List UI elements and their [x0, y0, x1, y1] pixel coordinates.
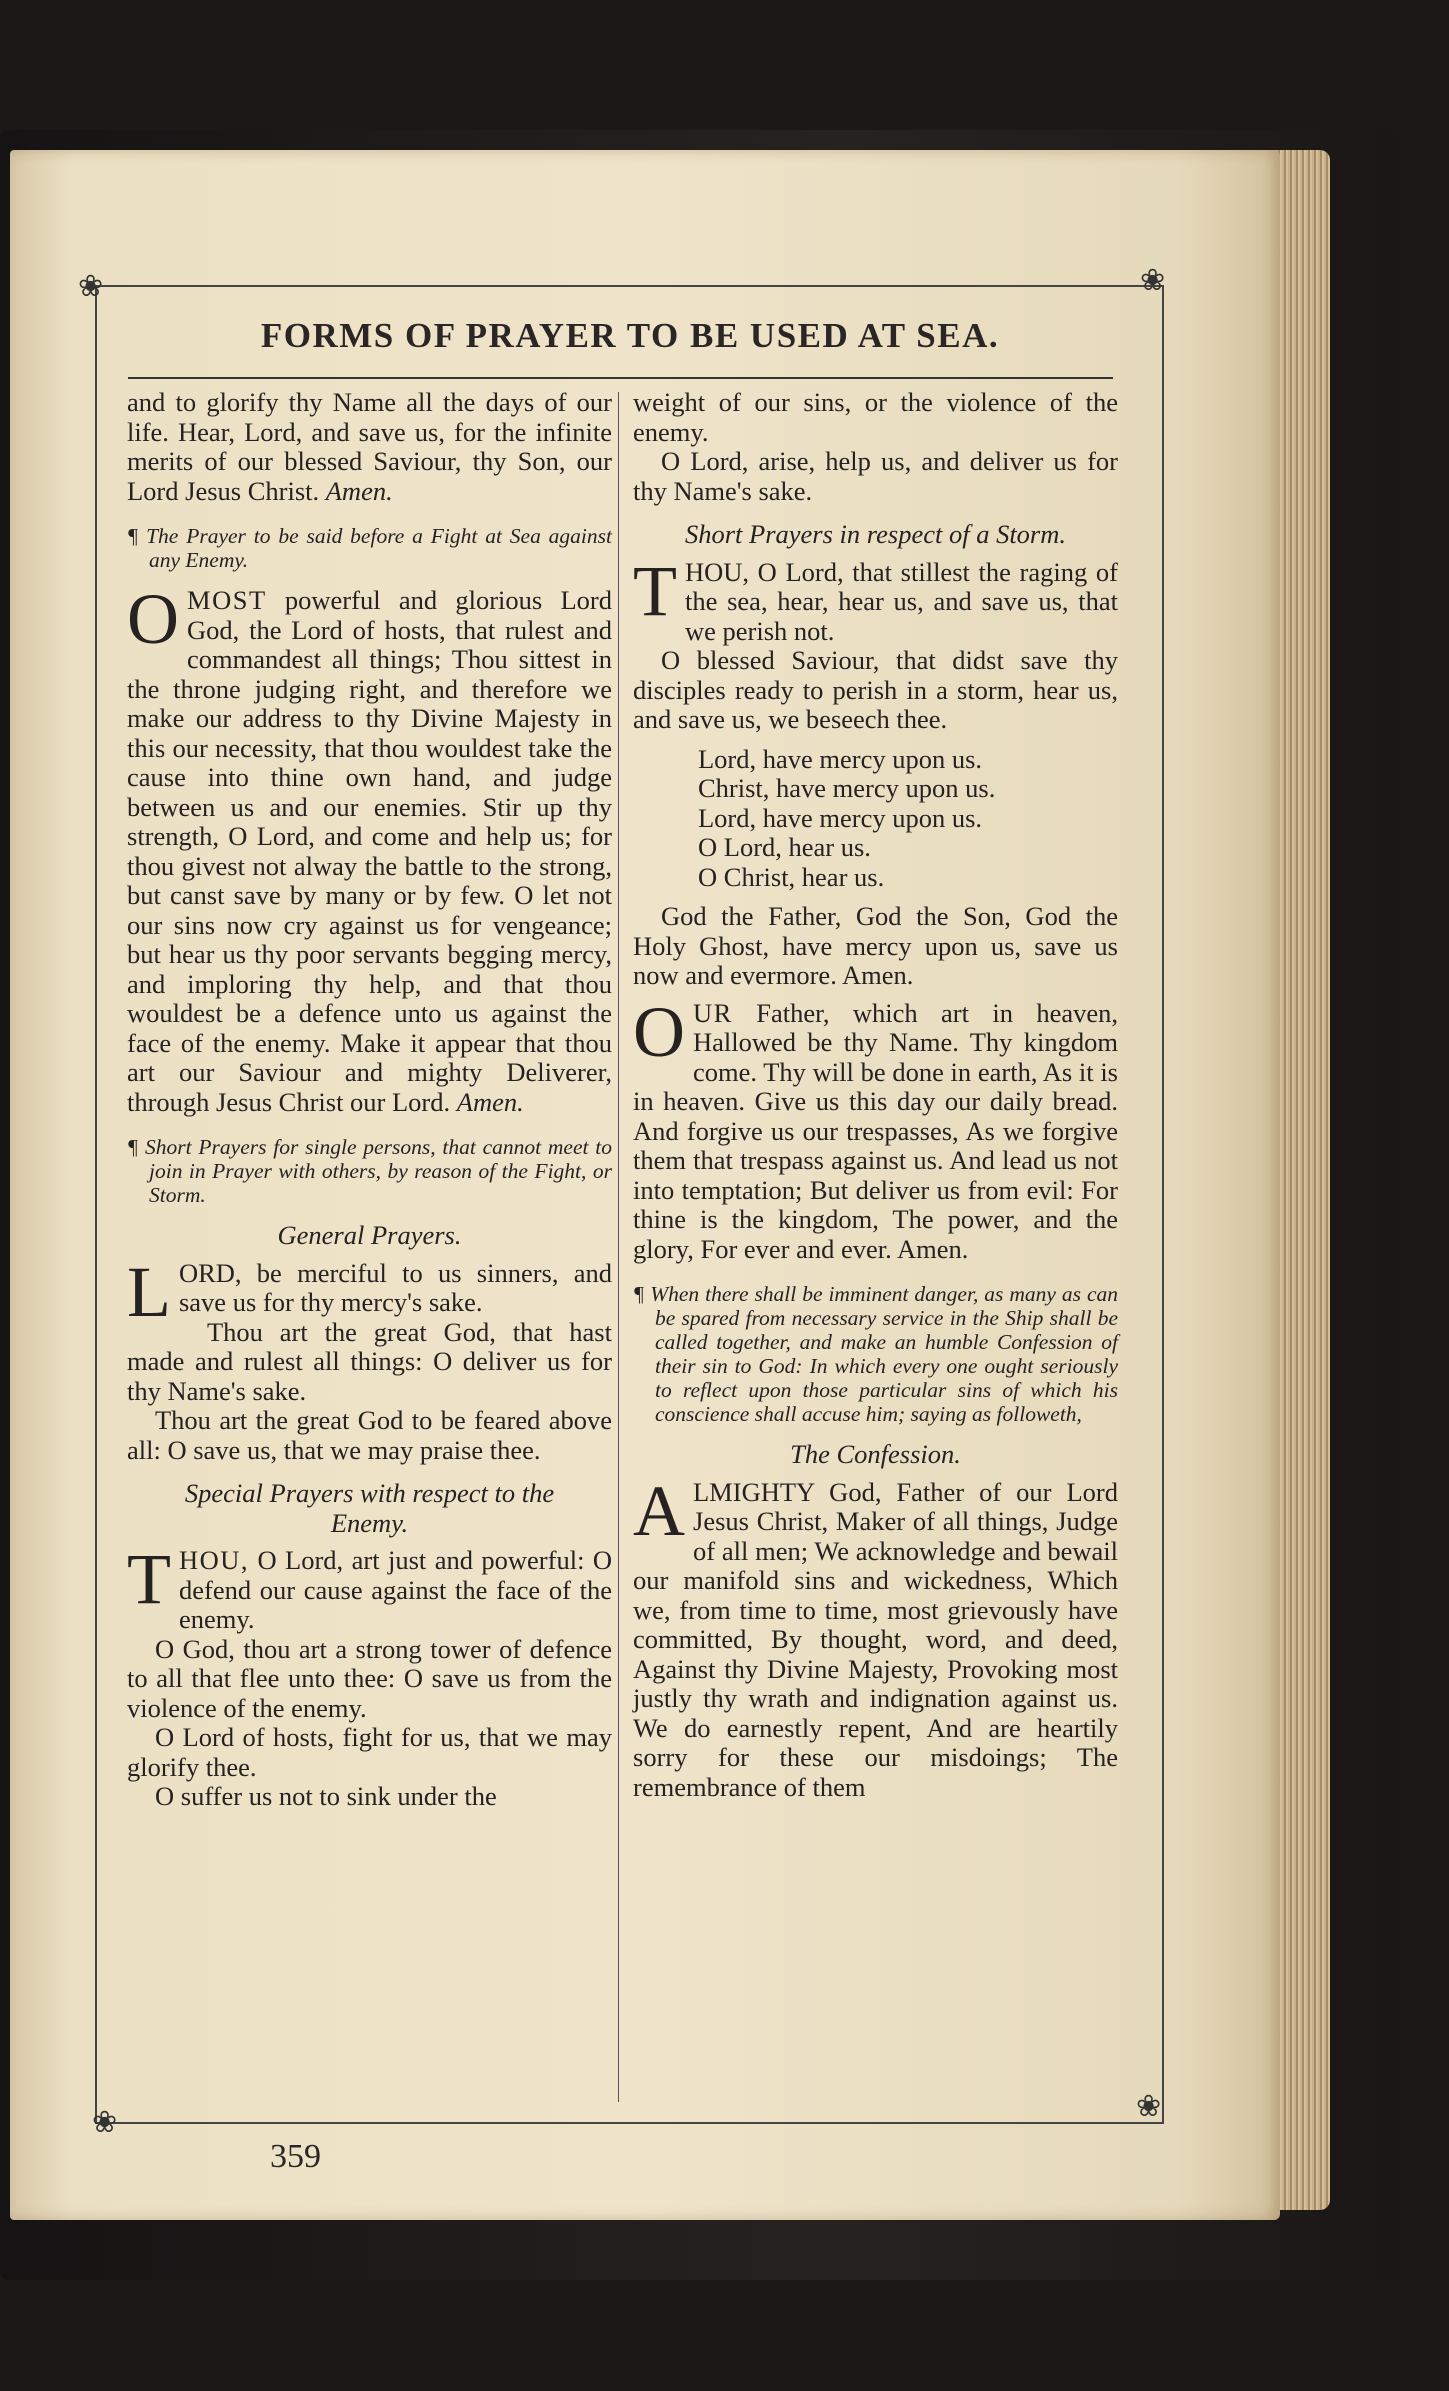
rubric-imminent-danger: ¶ When there shall be imminent danger, as many as can be spared from necessary service in the Ship shall be called together, and make an humble Confession of their sin to God: In which every one ought seriously to reflect upon those particular sins of which his conscience shall accuse him; saying as followeth, — [633, 1282, 1118, 1426]
dropcap: A — [633, 1470, 685, 1551]
litany-line: Christ, have mercy upon us. — [698, 773, 996, 803]
rubric-short-prayers: ¶ Short Prayers for single persons, that cannot meet to join in Prayer with others, by reason of the Fight, or Storm. — [127, 1135, 612, 1207]
header-rule — [128, 377, 1113, 379]
corner-ornament-bottom-right: ❀ — [1136, 2090, 1162, 2123]
running-head: FORMS OF PRAYER TO BE USED AT SEA. — [260, 316, 1000, 355]
confession-paragraph — [633, 1470, 1118, 1803]
prayer-text: powerful and glorious Lord God, the Lord of hosts, that rulest and commandest all things; Thou sittest in the throne judging right, and therefore we make our address to thy Divine Majesty in this our necessity, that thou wouldest take the cause into thine own hand, and judge between us and our enemies. Stir up thy strength, O Lord, and come and help us; for thou givest not alway the battle to the strong, but canst save by many or by few. O let not our sins now cry against us for vengeance; but hear us thy poor servants begging mercy, and imploring thy help, and that thou wouldest be a defence unto us against the face of the enemy. Make it appear that thou art our Saviour and mighty Deliverer, through Jesus Christ our Lord. — [127, 585, 612, 1117]
page-number: 359 — [270, 2138, 321, 2175]
prayer-text: LMIGHTY God, Father of our Lord Jesus Christ, Maker of all things, Judge of all men; We acknowledge and bewail our manifold sins and wickedness, Which we, from time to time, most grievously have committed, By thought, word, and deed, Against thy Divine Majesty, Provoking most justly thy wrath and indignation against us. We do earnestly repent, And are heartily sorry for these our misdoings; The remembrance of them — [633, 1476, 1118, 1802]
blessed-saviour-paragraph: O blessed Saviour, that didst save thy disciples ready to perish in a storm, hear us, and save us, we beseech thee. — [633, 645, 1118, 734]
heading-confession: The Confession. — [790, 1439, 961, 1469]
amen: Amen. — [456, 1086, 524, 1117]
prayer-text: O Lord, art just and powerful: O defend our cause against the face of the enemy. — [178, 1545, 612, 1634]
continuation-paragraph: weight of our sins, or the violence of the enemy. — [633, 387, 1118, 447]
dropcap: L — [127, 1251, 171, 1332]
right-column — [633, 388, 1118, 1802]
suffer-us-paragraph: O suffer us not to sink under the — [155, 1781, 497, 1811]
opening-paragraph — [127, 388, 612, 506]
thou-o-lord-just — [127, 1539, 612, 1635]
litany-line: O Christ, hear us. — [698, 861, 885, 892]
great-god-paragraph-1: Thou art the great God, that hast made and rulest all things: O deliver us for thy Name's sake. — [127, 1316, 612, 1406]
prayer-text: ORD, be merciful to us sinners, and save us for thy mercy's sake. — [178, 1257, 612, 1317]
heading-special-prayers: Special Prayers with respect to the Enemy. — [184, 1478, 555, 1538]
lord-of-hosts-paragraph: O Lord of hosts, fight for us, that we may glorify thee. — [127, 1722, 612, 1782]
opening-text: and to glorify thy Name all the days of our life. Hear, Lord, and save us, for the infinite merits of our blessed Saviour, thy Son, our Lord Jesus Christ. — [127, 387, 612, 506]
corner-ornament-bottom-left: ❀ — [92, 2106, 118, 2139]
dropcap: O — [633, 991, 685, 1072]
dropcap: O — [127, 579, 179, 659]
prayer-text: HOU, O Lord, that stillest the raging of the sea, hear, hear us, and save us, that we perish not. — [684, 556, 1118, 646]
lords-prayer — [633, 991, 1118, 1265]
great-god-paragraph-2: Thou art the great God to be feared above all: O save us, that we may praise thee. — [127, 1405, 612, 1465]
heading-general-prayers: General Prayers. — [277, 1220, 462, 1250]
first-word: MOST — [187, 585, 267, 615]
litany-line: Lord, have mercy upon us. — [698, 802, 983, 833]
corner-ornament-top-left: ❀ — [78, 270, 104, 303]
column-divider — [618, 392, 619, 2102]
first-word: UR — [693, 997, 733, 1028]
arise-paragraph: O Lord, arise, help us, and deliver us for thy Name's sake. — [633, 446, 1118, 506]
strong-tower-paragraph: O God, thou art a strong tower of defence to all that flee unto thee: O save us from the violence of the enemy. — [127, 1633, 612, 1723]
prayer-before-fight — [127, 579, 612, 1117]
thou-stillest-sea — [633, 550, 1118, 647]
rubric-fight: ¶ The Prayer to be said before a Fight at Sea against any Enemy. — [127, 524, 612, 572]
amen: Amen. — [325, 475, 393, 506]
dropcap: T — [127, 1539, 171, 1619]
litany-line: Lord, have mercy upon us. — [698, 743, 983, 774]
dropcap: T — [633, 550, 677, 631]
heading-storm-prayers: Short Prayers in respect of a Storm. — [684, 519, 1067, 549]
prayer-text: Father, which art in heaven, Hallowed be thy Name. Thy kingdom come. Thy will be done in earth, As it is in heaven. Give us this day our daily bread. And forgive us our trespasses, As we forgive them that trespass against us. And lead us not into temptation; But deliver us from evil: For thine is the kingdom, The power, and the glory, For ever and ever. Amen. — [633, 997, 1118, 1264]
lord-be-merciful — [127, 1251, 612, 1332]
litany-line: O Lord, hear us. — [698, 832, 871, 862]
first-word: HOU, — [178, 1545, 250, 1575]
trinity-paragraph: God the Father, God the Son, God the Holy Ghost, have mercy upon us, save us now and evermore. Amen. — [633, 901, 1118, 990]
corner-ornament-top-right: ❀ — [1140, 264, 1166, 297]
left-column — [127, 388, 612, 1812]
